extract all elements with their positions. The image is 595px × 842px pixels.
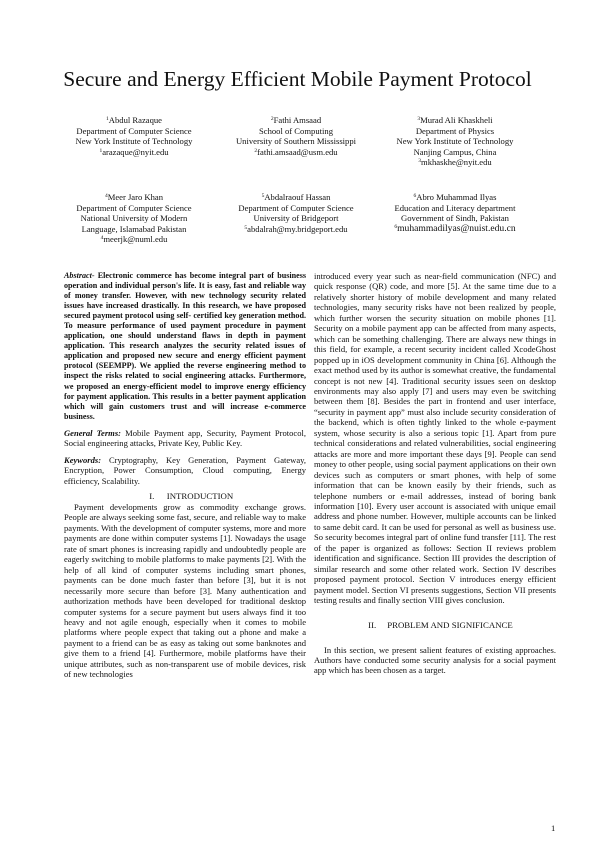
general-terms (64, 428, 306, 449)
author-email[interactable]: $^3$mkhaskhe@nyit.edu (418, 157, 492, 168)
author-block-1 (48, 115, 220, 157)
author-affiliation: Department of Computer Science (76, 202, 192, 213)
author-block-2 (210, 115, 382, 157)
abstract (64, 271, 306, 422)
problem-paragraph: In this section, we present salient features of existing approaches. Authors have conducted some security analysis for a social payment app which has been chosen as a target. (314, 644, 556, 676)
author-affiliation: National University of Modern (80, 213, 188, 224)
author-affiliation: New York Institute of Technology (75, 136, 193, 147)
author-affiliation: School of Computing (258, 125, 333, 136)
keywords (64, 455, 306, 486)
author-name: $^1$Abdul Razaque (106, 115, 162, 125)
author-name: $^2$Fathi Amsaad (270, 115, 322, 125)
author-affiliation: Department of Computer Science (76, 125, 192, 136)
author-email[interactable]: $^1$arazaque@nyit.edu (99, 146, 169, 157)
author-email[interactable]: $^5$abdalrah@my.bridgeport.edu (244, 223, 348, 234)
author-name: $^3$Murad Ali Khaskheli (417, 115, 493, 125)
author-affiliation: Department of Physics (415, 125, 495, 136)
author-block-5 (210, 192, 382, 234)
author-affiliation: University of Bridgeport (253, 213, 339, 224)
keywords-label: Keywords: (64, 454, 102, 465)
abstract-label: Abstract- (64, 271, 95, 280)
author-affiliation: Education and Literacy department (394, 202, 516, 213)
intro-paragraph-continued: introduced every year such as near-field communication (NFC) and quick response (QR) code, and more [5]. At the same time due to a relatively shorter history of mobile development and many related technologies, many security risks have not been realized by people, which further worsen the security situation on mobile phones [1]. Security on a mobile payment app can be affected from many aspects, which can be something challenging. There are always new things in this field, for example, a recent security incident called XcodeGhost popped up in iOS development community in China [6]. Although the exact method used by its author is somewhat creative, the fundamental concept is not new [4]. Traditional security issues seen on desktop environments may also apply [7] and users may even be switching between them [8]. Besides the part in frontend and user interface, “security in payment app” must also include security consideration of the backend, which is often tightly linked to the whole e-payment system, whose security is also a serious topic [1]. Apart from pure technical considerations and related vulnerabilities, social engineering attacks are more and more important these days [9]. People can send money to other people, using social payment applications on their own devices such as computers or smart phones, with help of some information that can be known easily by their friends, such as telephone numbers or e-mail addresses, instead of boring bank information [10]. Every user account is associated with unique email address and phone number. However, multiple accounts can be linked to same debit card. It can be used for personal as well as business use. So security becomes integral part of online fund transfer [11]. The rest of the paper is organized as follows: Section II reviews problem identification and significance. Section III provides the description of similar research and some other related work. Section IV describes proposed payment protocol. Section V introduces energy efficient payment model. Section VI presents suggestions, Section VII presents testing results and finally section VIII gives conclusion. (314, 271, 556, 606)
keywords-text: Cryptography, Key Generation, Payment Gateway, Encryption, Power Consumption, Cloud computing, Energy efficiency, Scalability. (64, 454, 306, 486)
author-affiliation: Nanjing Campus, China (413, 146, 497, 157)
left-column (64, 271, 306, 680)
author-name: $^6$Abro Muhammad Ilyas (413, 192, 497, 202)
author-affiliation: Language, Islamabad Pakistan (81, 223, 187, 234)
author-name: $^5$Abdalraouf Hassan (261, 192, 331, 202)
author-affiliation: Government of Sindh, Pakistan (401, 213, 509, 224)
author-affiliation: Department of Computer Science (238, 202, 354, 213)
author-name: $^4$Meer Jaro Khan (104, 192, 164, 202)
section-heading-introduction: I. INTRODUCTION (149, 490, 234, 501)
paper-title: Secure and Energy Efficient Mobile Payment Protocol (63, 67, 532, 91)
right-column (314, 271, 556, 676)
general-terms-label: General Terms: (64, 427, 122, 438)
author-email[interactable]: $^6$muhammadilyas@nuist.edu.cn (394, 222, 516, 234)
intro-paragraph: Payment developments grow as commodity exchange grows. People are always seeking some fast, secure, and reliable way to make payments. With the development of computer systems, more and more payments are done within computer systems [1]. Nowadays the usage rate of smart phones is increasing rapidly and undoubtedly people are eagerly switching to mobile platforms to make payments [2]. With the help of all kind of computer systems including smart phones, payments can be done much faster than before [3], but it is not necessarily more secure than before [3]. Many authentication and authorization methods have been developed for traditional desktop computer systems for a secure payment but users always find it too heavy and not agile enough, especially when it comes to mobile platforms where people expect that taking out a phone and make a payment to a friend can be as easy as taking out some banknotes and give them to a friend [4]. Furthermore, mobile platforms have their unique attributes, such as non-transparent use of mobile devices, risk of new technologies (64, 501, 306, 680)
general-terms-text: Mobile Payment app, Security, Payment Protocol, Social engineering attacks, Private Key, Public Key. (64, 427, 306, 449)
page-number: 1 (551, 823, 556, 833)
section-heading-problem: II. PROBLEM AND SIGNIFICANCE (368, 619, 513, 630)
author-email[interactable]: $^2$fathi.amsaad@usm.edu (254, 146, 338, 157)
author-block-6 (369, 192, 541, 234)
author-affiliation: New York Institute of Technology (396, 136, 514, 147)
author-affiliation: University of Southern Mississippi (235, 136, 357, 147)
abstract-text: Electronic commerce has become integral part of business operation and individual person's life. It is easy, fast and reliable way of money transfer. However, with new technology security related issues have increased drastically. In this research, we have proposed secured payment protocol using self- certified key generation method. To measure performance of used payment procedure in payment application, one should understand flaws in depth in payment application. This research analyzes the security related issues of application and proposed new secure and energy efficient payment protocol (SEEMPP). We applied the reverse engineering method to inspect the risks related to social engineering attacks. Furthermore, we proposed an energy-efficient model to improve energy efficiency for payment application. This results in a better payment application which will gain customers trust and will increase e-commerce business. (64, 271, 306, 421)
author-email[interactable]: $^4$meerjk@numl.edu (100, 234, 168, 245)
author-block-4 (48, 192, 220, 245)
author-block-3 (369, 115, 541, 168)
